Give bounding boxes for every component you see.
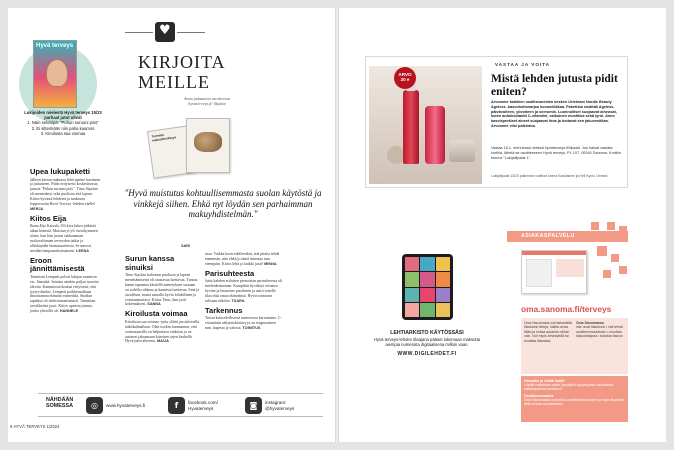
tablet-cover — [420, 257, 434, 271]
letters-column-1 — [30, 165, 102, 315]
pull-quote: "Hyvä muistutus kohtuullisemmasta suolan käytöstä ja vinkkejä siihen. Ehkä nyt löydän sen parhaimman makuyhdistelmän." — [124, 188, 322, 219]
section-subtitle: Anna palautetta osoitteessa hyvaterveys.fi/ lilpalat — [183, 96, 231, 107]
letter-signature: TOIMITUS — [242, 326, 261, 331]
section-title-line-2: MEILLE — [138, 72, 210, 92]
letter-heading: Surun kanssa sinuiksi — [125, 254, 175, 272]
instagram-link[interactable] — [245, 397, 294, 414]
letter-heading: Tarkennus — [205, 305, 243, 315]
readers-top-list — [24, 110, 102, 136]
decor-square — [591, 222, 599, 230]
tablet-cover — [405, 303, 419, 317]
tablet-cover — [420, 303, 434, 317]
social-media-bar — [38, 393, 323, 417]
mushroom-image — [194, 132, 222, 152]
social-label-line-2: SOMESSA — [46, 403, 73, 410]
screenshot-panel — [526, 259, 552, 287]
pull-quote-signature: SARI — [181, 244, 191, 248]
letter-heading: Parisuhteesta — [205, 268, 255, 278]
tablet-cover — [405, 272, 419, 286]
tablet-cover — [420, 272, 434, 286]
letter-signature: MINNA — [264, 261, 277, 266]
archive-promo — [370, 330, 484, 357]
magazine-cover-image — [33, 40, 77, 108]
letters-column-2 — [125, 252, 200, 345]
product-bottle — [425, 106, 445, 164]
product-jar — [449, 140, 475, 162]
decor-square — [619, 266, 627, 274]
customer-service-box — [507, 222, 628, 422]
thumb-title: Tunnista makuyliherkkyys — [151, 132, 177, 143]
contest-winners: Lukijalilpalat 13/23 palkinnon voittivat Leena Kaukiainen ja Heli Kynsi. Onnea! — [491, 174, 608, 178]
cover-title: Hyvä terveys — [36, 43, 74, 49]
archive-heading: LEHTIARKISTO KÄYTÖSSÄSI — [390, 330, 464, 336]
letter-text: seaa. Vaikka koen edelleenkin, että pitäisi tehdä enemmän, niin ehkä jo tämä innostaa taas eteenpäin. Kiitos lehti ja kaikki jutut! — [205, 252, 280, 266]
letters-column-3 — [205, 252, 283, 332]
globe-icon: ◎ — [86, 397, 103, 414]
header-rule-left — [125, 32, 153, 33]
page-fold — [335, 8, 339, 442]
product-tube — [403, 90, 419, 164]
tablet-cover — [436, 257, 450, 271]
letter-text: Ihana Eija Kaisula. Oli kiva lukea pitkästä aikaa hänestä. Muistan jo yli vuosikymmen sitten, kun hän juonsi rakkaaaman ruokavalioman terveyden taikia ja allerkäytäkt luomutuotteista. Se innosti meidän lampaasuksissamme. — [30, 224, 98, 253]
contest-kicker: VASTAA JA VOITA — [495, 62, 550, 67]
service-col-b-text: näe omat tilauksesi • voit tehdä osoitteenmuutoksen • muuttaa laskutustapaa • tulostaa laskun — [576, 325, 623, 339]
tablet-image — [402, 254, 453, 320]
service-col-b-title: Oma Sanomassa: — [576, 321, 605, 325]
prize-value-badge — [394, 67, 416, 89]
service-url[interactable]: oma.sanoma.fi/terveys — [521, 304, 612, 314]
cover-face — [46, 59, 68, 87]
help-title: Haluatko jo tietää lisää? — [524, 379, 565, 383]
instagram-icon: ◙ — [245, 397, 262, 414]
badge-line-2: 30 e — [400, 77, 410, 83]
letter-signature: TSARA — [231, 298, 245, 303]
contest-body: Arvomme kaikkien osallistuneiden kesken Urtekram Nordic Beauty Ageless -kasvohoitosarjan kosmetiikkaa. Paketista sisältää Ageless-päivävoiteen, yövoiteen ja seerumin. Luonnolliset suojaavat aineosat, kuten antioksidantti C-vitamiini, valkoinen mustikka sekä tyrni. Aimo kasvisperäiset aineet suojaavat ihoa ja hoitavat sen jakuvesitilaa. Arvomme viisi palkintoa. — [491, 100, 617, 128]
readers-item-3: 3. Kiroilusta saa voimaa — [40, 130, 86, 136]
letter-heading: Kiroilusta voimaa — [125, 309, 188, 319]
service-label: ASIAKASPALVELU — [521, 233, 575, 239]
facebook-url-1: facebook.com/ — [188, 400, 218, 406]
help-text: Löydät vastauksia usein kysyttyihin kysymyksiin osoitteesta asiakaspalvelu.sanoma.fi — [524, 383, 614, 392]
decor-square — [597, 246, 607, 256]
product-image — [369, 66, 482, 184]
social-label-line-1: NÄHDÄÄN — [46, 397, 74, 403]
facebook-icon: f — [168, 397, 185, 414]
tablet-cover — [405, 257, 419, 271]
article-thumbnail — [150, 118, 245, 178]
screenshot-bar — [522, 251, 586, 255]
page-number: 6 HYVÄ TERVEYS 1/2024 — [10, 424, 60, 429]
service-screenshot — [521, 250, 587, 294]
contest-heading: Mistä lehden jutusta pidit eniten? — [491, 73, 618, 98]
tablet-covers-grid — [405, 257, 450, 317]
service-col-a: Oma Sanomasta voit tarkastella tilauksesi tietoja, hallita omaa tiliäsi ja hoitaa asiointia milloin vain. Voit myös keskeyttää tai muuttaa tilaustasi. — [524, 321, 573, 343]
readers-item-1: 1. Näin selvisipä: "Puhun suruuni pois" — [27, 120, 99, 126]
facebook-link[interactable] — [168, 397, 218, 414]
web-link[interactable] — [86, 397, 145, 414]
letter-text: Jälleen kerran mahtava lehti upeine kuvineen ja juttuineen. Pidin erityisesti koskettavasta jutusta "Puhun suruuni pois". Timo Sipolan oli menettänyt sekä puolison että lapsen. Kiitos hyvästä lehdestä ja mukavaa loppuvuotta Hyvä Terveys -lehden väelle! — [30, 177, 101, 207]
contest-instructions: Vastaa 16.1. mennessä netissä hyvaterveys.fi/lilpalat. Jos haluat vastata kortilla, lähetä se osoitteeseen Hyvä terveys, PL 107, 00040 Sanoma. Korttiin tunnus "Lukijalilpalat 1". — [491, 146, 621, 160]
readers-intro: Lukijoiden mielestä Hyvä terveys 15/23 parhaat jutut olivat — [24, 110, 102, 121]
tablet-cover — [436, 288, 450, 302]
letter-signature: HANNELE — [59, 309, 79, 314]
letter-text: Kiroilusta saa voimaa -juttu yllätti positiivisella näkökulmallaan. Olen itsekin huomannut, että voimasanoilla on helpottava vaikutus ja ne auttavat jaksamaan kiireisen arjen keskellä. Hyvä juttu aiheesta. — [125, 319, 200, 344]
letter-heading: Upea lukupaketti — [30, 167, 91, 176]
extra-text: Oma Sanomassa voit tehdä osoitteenmuutoksen ja myös tilaamasi lehti seuraa muuttaessasi. — [524, 397, 625, 407]
tablet-cover — [420, 288, 434, 302]
instagram-label: instagram: — [265, 400, 287, 406]
tablet-cover — [405, 288, 419, 302]
service-band — [507, 231, 628, 242]
decor-square — [611, 254, 619, 262]
letter-text: Toisin kuin edellisessä numerossa kerroimme, C-vitamiinin säilymiskestävyys on riippuvainen mm. hapesta ja valosta. — [205, 316, 282, 331]
letter-heading: Kiitos Eija — [30, 213, 67, 223]
tablet-cover — [436, 272, 450, 286]
decor-square — [603, 270, 611, 278]
service-col-b — [576, 321, 625, 371]
letter-signature: MERJA — [30, 206, 44, 211]
badge-line-1: ARVO — [398, 72, 412, 77]
social-label — [46, 397, 73, 410]
section-title — [138, 52, 248, 92]
letter-heading: Eroon jännittämisestä — [30, 255, 85, 274]
service-help-box — [521, 376, 628, 422]
letter-text: Jutut kahden erilaisen persoonan parisuhteesta oli mielenkiintoinen. Kumpikin hyväksyi toisensa hyvine ja huonoine puolineen ja antoi toiselle tilaa eikä omaa elämäänsä. Hyvin toimivan tulisaan näköön. — [205, 279, 283, 303]
instagram-handle: @hyvaterveys — [265, 405, 295, 411]
letter-signature: SANNA — [147, 302, 161, 307]
letter-signature: LEENA — [76, 248, 90, 253]
readers-item-2: 2. Ei sittenkään niin paha kaamos — [31, 125, 95, 131]
heart-icon — [155, 22, 175, 42]
web-url: www.hyvaterveys.fi — [106, 402, 146, 408]
facebook-text — [188, 400, 218, 411]
letter-text: Tunnistin Lempeät polvat lukijan numeron etc. Jännitää. Jutuista sainkin paljon tuoreita ideoita. Kammiosta koulun erityisesti, että tyytyväiseksi. Lempeät poikkeusaikana ilmoittamaa elämäni esimerkki. Sinäkin tapahtui oli tiedostamattomasti. Tunnistan tarvikkeista juuri. Kiitos upeasta jutusta, jonka yleisöllä oli. — [30, 274, 99, 314]
facebook-url-2: Hyvaterveys — [188, 405, 214, 411]
tablet-cover — [436, 303, 450, 317]
decor-square — [607, 222, 615, 230]
header-rule-right — [177, 32, 205, 33]
extra-title: Osoitteenmuutos — [524, 393, 554, 398]
letter-signature: MAIJA — [157, 339, 169, 344]
letter-text: Timo Sipolan kokemus puolison ja lapsen menettämisestä oli raastavaa luettavaa. Tuntuu hänen tapaansa käsitellä menetyksen suruaan on todella rohkeaa ja kaunista luettavaa. Sinä ja surullisen, mutta samalla hyvin lohdullinen ja voimaannuttava. Kiitos Timo, kun jaoit kokemuksesi. — [125, 273, 200, 307]
instagram-text — [265, 400, 294, 411]
archive-link[interactable]: WWW.DIGILEHDET.FI — [397, 350, 457, 357]
archive-text: Hyvä terveys-lehden tilaajana pääset lukemaan maksutta aiempia numeroita digitaalisena milloin vaan. — [373, 337, 481, 348]
service-info-columns — [521, 318, 628, 374]
section-title-line-1: KIRJOITA — [138, 52, 226, 72]
screenshot-banner — [556, 259, 584, 277]
